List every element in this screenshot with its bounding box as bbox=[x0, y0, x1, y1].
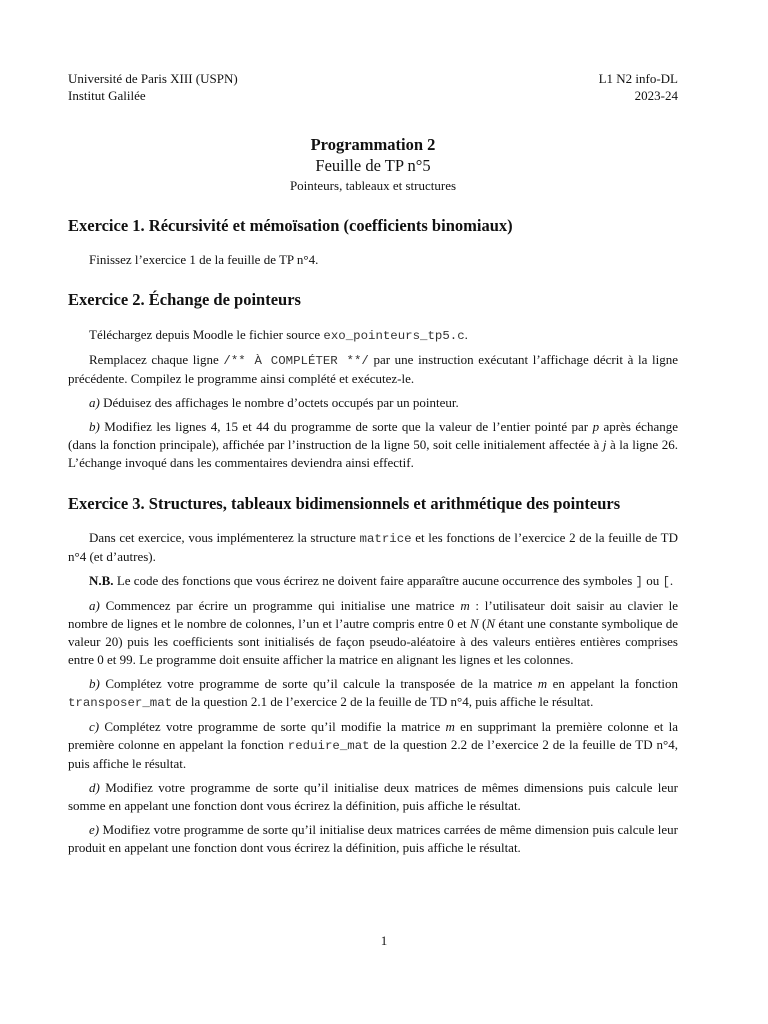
exercise-3-intro-paragraph bbox=[68, 529, 678, 566]
exercise-3-question-c bbox=[68, 718, 678, 773]
question-label: b) bbox=[89, 676, 100, 691]
exercise-2-replace-paragraph bbox=[68, 351, 678, 388]
math-variable: p bbox=[592, 419, 600, 434]
course-code: L1 N2 info-DL bbox=[598, 71, 678, 86]
math-variable: m bbox=[445, 719, 455, 734]
exercise-2-question-b bbox=[68, 418, 678, 472]
text: Téléchargez depuis Moodle le fichier source bbox=[89, 327, 324, 342]
math-variable: N bbox=[469, 616, 479, 631]
page-header bbox=[68, 70, 678, 110]
text: ou bbox=[642, 573, 663, 588]
function-name: transposer_mat bbox=[68, 696, 173, 710]
code-symbol: ] bbox=[635, 575, 643, 589]
question-label: e) bbox=[89, 822, 100, 837]
text: Commencez par écrire un programme qui initialise une matrice bbox=[99, 598, 461, 613]
math-variable: m bbox=[460, 598, 470, 613]
math-variable: N bbox=[486, 616, 496, 631]
university-name: Université de Paris XIII (USPN) bbox=[68, 71, 238, 86]
sheet-subtitle: Pointeurs, tableaux et structures bbox=[289, 178, 457, 193]
math-variable: m bbox=[537, 676, 548, 691]
course-title: Programmation 2 bbox=[310, 135, 436, 154]
title-block bbox=[68, 135, 678, 194]
text: par une instruction exécutant l’affichage décrit à la ligne précédente. Compilez le programme ainsi complété et exécutez-le. bbox=[68, 352, 678, 386]
sheet-title: Feuille de TP n°5 bbox=[315, 156, 431, 175]
text: Remplacez chaque ligne bbox=[89, 352, 224, 367]
text: de la question 2.2 de l’exercice 2 de la feuille de TD n°4, puis affiche le résultat. bbox=[68, 737, 678, 771]
text: à la ligne 26. L’échange invoqué dans les commentaires deviendra ainsi effectif. bbox=[68, 437, 678, 470]
math-variable: j bbox=[602, 437, 607, 452]
text: Complétez votre programme de sorte qu’il calcule la transposée de la matrice bbox=[99, 676, 538, 691]
text: après échange (dans la fonction principale), affichée par l’instruction de la ligne 50, soit celle initialement affectée à bbox=[68, 419, 678, 452]
text: de la question 2.1 de l’exercice 2 de la feuille de TD n°4, puis affiche le résultat. bbox=[172, 694, 594, 709]
question-label: b) bbox=[89, 419, 100, 434]
page-number: 1 bbox=[380, 933, 388, 948]
note-label: N.B. bbox=[89, 573, 114, 588]
text: Modifiez votre programme de sorte qu’il initialise deux matrices carrées de même dimension puis calcule leur produit en appelant une fonction dont vous écrirez la définition, puis affiche le résultat. bbox=[68, 822, 678, 855]
institute-name: Institut Galilée bbox=[68, 88, 146, 103]
text: en supprimant la première colonne et la première colonne en appelant la fonction bbox=[68, 719, 678, 752]
text: . bbox=[464, 327, 468, 342]
text: étant une constante symbolique de valeur 20) puis les coefficients sont initialisés de façon pseudo-aléatoire à des valeurs entières entières comprises entre 0 et 99. Le programme doit ensuite afficher la matrice en alignant les lignes et les colonnes. bbox=[68, 616, 679, 667]
question-label: d) bbox=[89, 780, 100, 795]
code-placeholder-marker: /** À COMPLÉTER **/ bbox=[223, 354, 369, 368]
question-label: c) bbox=[89, 719, 100, 734]
question-label: a) bbox=[89, 395, 100, 410]
exercise-3-note bbox=[68, 572, 678, 591]
question-label: a) bbox=[89, 598, 100, 613]
source-file-name: exo_pointeurs_tp5.c bbox=[323, 329, 465, 343]
exercise-3-question-a bbox=[68, 597, 678, 669]
text: : l’utilisateur doit saisir au clavier le nombre de lignes et le nombre de colonnes, l’un et l’autre compris entre 0 et bbox=[68, 598, 678, 631]
text: ( bbox=[478, 616, 487, 631]
exercise-3-question-d bbox=[68, 779, 678, 815]
exercise-2-question-a bbox=[68, 394, 678, 412]
exercise-2-title: Exercice 2. Échange de pointeurs bbox=[68, 290, 301, 309]
institution-block bbox=[68, 70, 238, 104]
course-block bbox=[599, 70, 678, 104]
struct-name: matrice bbox=[359, 532, 412, 546]
function-name: reduire_mat bbox=[287, 739, 370, 753]
exercise-1-text: Finissez l’exercice 1 de la feuille de TP n°4. bbox=[89, 252, 319, 267]
exercise-2-download-paragraph bbox=[68, 326, 678, 345]
text: Modifiez votre programme de sorte qu’il initialise deux matrices de mêmes dimensions puis calcule leur somme en appelant une fonction dont vous écrirez la définition, puis affiche le résultat. bbox=[68, 780, 678, 813]
code-symbol: [ bbox=[662, 575, 670, 589]
exercise-3-title: Exercice 3. Structures, tableaux bidimensionnels et arithmétique des pointeurs bbox=[68, 494, 621, 513]
text: Dans cet exercice, vous implémenterez la structure bbox=[89, 530, 360, 545]
exercise-3-question-e bbox=[68, 821, 678, 857]
text: en appelant la fonction bbox=[547, 676, 678, 691]
document-page bbox=[68, 70, 678, 857]
text: et les fonctions de l’exercice 2 de la feuille de TD n°4 (et d’autres). bbox=[68, 530, 678, 564]
text: Déduisez des affichages le nombre d’octets occupés par un pointeur. bbox=[99, 395, 459, 410]
text: Complétez votre programme de sorte qu’il modifie la matrice bbox=[99, 719, 446, 734]
text: Le code des fonctions que vous écrirez ne doivent faire apparaître aucune occurrence des symboles bbox=[113, 573, 636, 588]
text: . bbox=[669, 573, 674, 588]
academic-year: 2023-24 bbox=[634, 88, 678, 103]
exercise-1-paragraph bbox=[68, 251, 678, 269]
exercise-1-title: Exercice 1. Récursivité et mémoïsation (coefficients binomiaux) bbox=[68, 216, 513, 235]
text: Modifiez les lignes 4, 15 et 44 du programme de sorte que la valeur de l’entier pointé par bbox=[99, 419, 593, 434]
exercise-3-question-b bbox=[68, 675, 678, 712]
